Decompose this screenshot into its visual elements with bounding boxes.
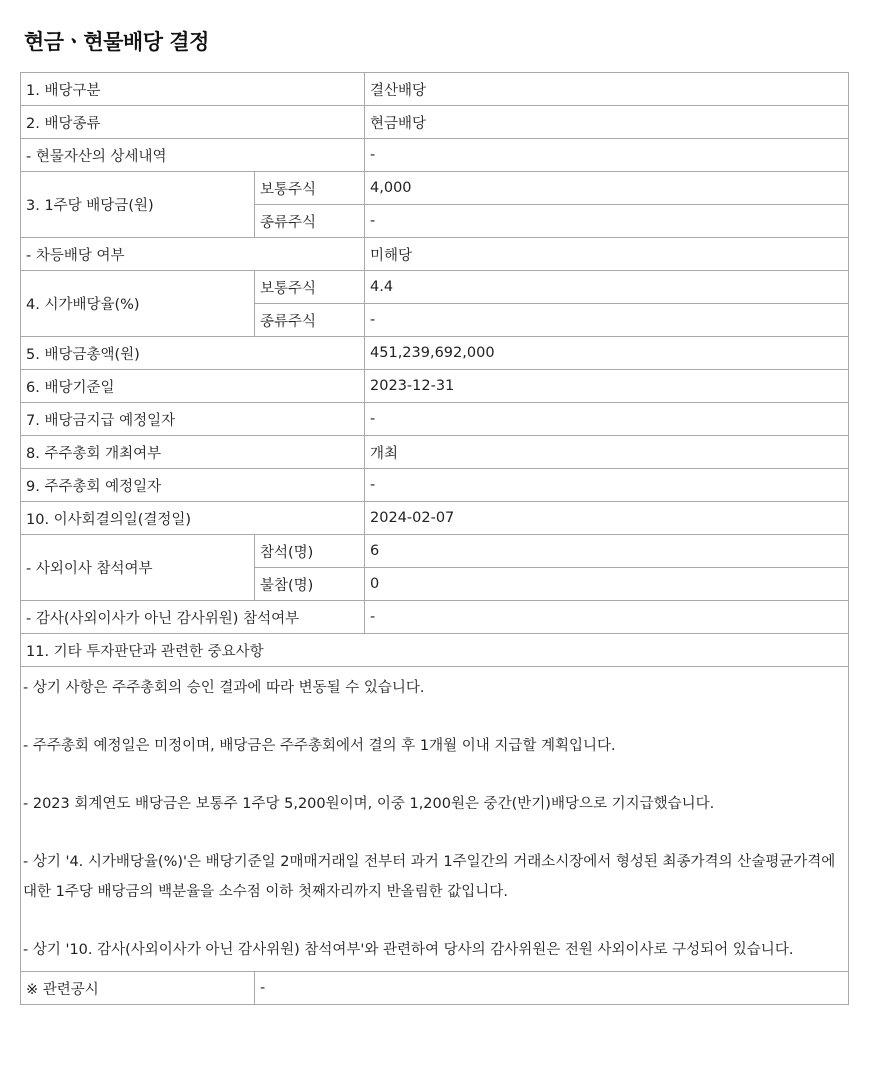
row-sublabel: 불참(명) bbox=[255, 568, 365, 601]
dividend-table bbox=[20, 72, 849, 1005]
row-value: - bbox=[255, 972, 849, 1005]
row-label: - 감사(사외이사가 아닌 감사위원) 참석여부 bbox=[21, 601, 365, 634]
row-value: - bbox=[365, 205, 849, 238]
row-sublabel: 종류주식 bbox=[255, 205, 365, 238]
table-row bbox=[21, 337, 849, 370]
row-sublabel: 참석(명) bbox=[255, 535, 365, 568]
row-label: 3. 1주당 배당금(원) bbox=[21, 172, 255, 238]
table-row bbox=[21, 139, 849, 172]
table-row bbox=[21, 436, 849, 469]
row-sublabel: 보통주식 bbox=[255, 172, 365, 205]
table-row bbox=[21, 601, 849, 634]
row-label: 10. 이사회결의일(결정일) bbox=[21, 502, 365, 535]
table-row bbox=[21, 106, 849, 139]
row-label: 6. 배당기준일 bbox=[21, 370, 365, 403]
row-label: ※ 관련공시 bbox=[21, 972, 255, 1005]
note-paragraph: - 상기 '10. 감사(사외이사가 아닌 감사위원) 참석여부'와 관련하여 당사의 감사위원은 전원 사외이사로 구성되어 있습니다. bbox=[23, 942, 794, 958]
row-value: 4,000 bbox=[365, 172, 849, 205]
table-row bbox=[21, 271, 849, 304]
row-value: 미해당 bbox=[365, 238, 849, 271]
row-value: 현금배당 bbox=[365, 106, 849, 139]
table-row bbox=[21, 403, 849, 436]
row-value: 2023-12-31 bbox=[365, 370, 849, 403]
row-value: - bbox=[365, 601, 849, 634]
table-row bbox=[21, 634, 849, 667]
row-value: 4.4 bbox=[365, 271, 849, 304]
note-paragraph: - 상기 '4. 시가배당율(%)'은 배당기준일 2매매거래일 전부터 과거 1주일간의 거래소시장에서 형성된 최종가격의 산술평균가격에 대한 1주당 배당금의 백분율을 소수점 이하 첫째자리까지 반올림한 값입니다. bbox=[23, 854, 836, 900]
row-value: 0 bbox=[365, 568, 849, 601]
row-label: - 현물자산의 상세내역 bbox=[21, 139, 365, 172]
row-label: 7. 배당금지급 예정일자 bbox=[21, 403, 365, 436]
table-row bbox=[21, 238, 849, 271]
notes-row bbox=[21, 667, 849, 972]
row-label: 9. 주주총회 예정일자 bbox=[21, 469, 365, 502]
row-value: 2024-02-07 bbox=[365, 502, 849, 535]
table-row bbox=[21, 535, 849, 568]
note-paragraph: - 상기 사항은 주주총회의 승인 결과에 따라 변동될 수 있습니다. bbox=[23, 680, 425, 696]
table-row bbox=[21, 502, 849, 535]
row-label: - 차등배당 여부 bbox=[21, 238, 365, 271]
page-title: 현금ㆍ현물배당 결정 bbox=[24, 30, 209, 54]
row-value: - bbox=[365, 139, 849, 172]
row-label: 1. 배당구분 bbox=[21, 73, 365, 106]
table-row bbox=[21, 370, 849, 403]
row-label: 4. 시가배당율(%) bbox=[21, 271, 255, 337]
row-value: - bbox=[365, 469, 849, 502]
row-value: - bbox=[365, 403, 849, 436]
table-row bbox=[21, 73, 849, 106]
note-paragraph: - 2023 회계연도 배당금은 보통주 1주당 5,200원이며, 이중 1,200원은 중간(반기)배당으로 기지급했습니다. bbox=[23, 796, 715, 812]
row-label: 2. 배당종류 bbox=[21, 106, 365, 139]
table-row bbox=[21, 469, 849, 502]
table-row bbox=[21, 172, 849, 205]
notes-cell bbox=[21, 667, 849, 972]
row-value: 개최 bbox=[365, 436, 849, 469]
row-value: 6 bbox=[365, 535, 849, 568]
row-label: - 사외이사 참석여부 bbox=[21, 535, 255, 601]
row-sublabel: 종류주식 bbox=[255, 304, 365, 337]
row-value: 451,239,692,000 bbox=[365, 337, 849, 370]
row-label: 8. 주주총회 개최여부 bbox=[21, 436, 365, 469]
row-sublabel: 보통주식 bbox=[255, 271, 365, 304]
row-value: 결산배당 bbox=[365, 73, 849, 106]
row-label: 11. 기타 투자판단과 관련한 중요사항 bbox=[21, 634, 849, 667]
note-paragraph: - 주주총회 예정일은 미정이며, 배당금은 주주총회에서 결의 후 1개월 이내 지급할 계획입니다. bbox=[23, 738, 616, 754]
table-row bbox=[21, 972, 849, 1005]
row-value: - bbox=[365, 304, 849, 337]
row-label: 5. 배당금총액(원) bbox=[21, 337, 365, 370]
